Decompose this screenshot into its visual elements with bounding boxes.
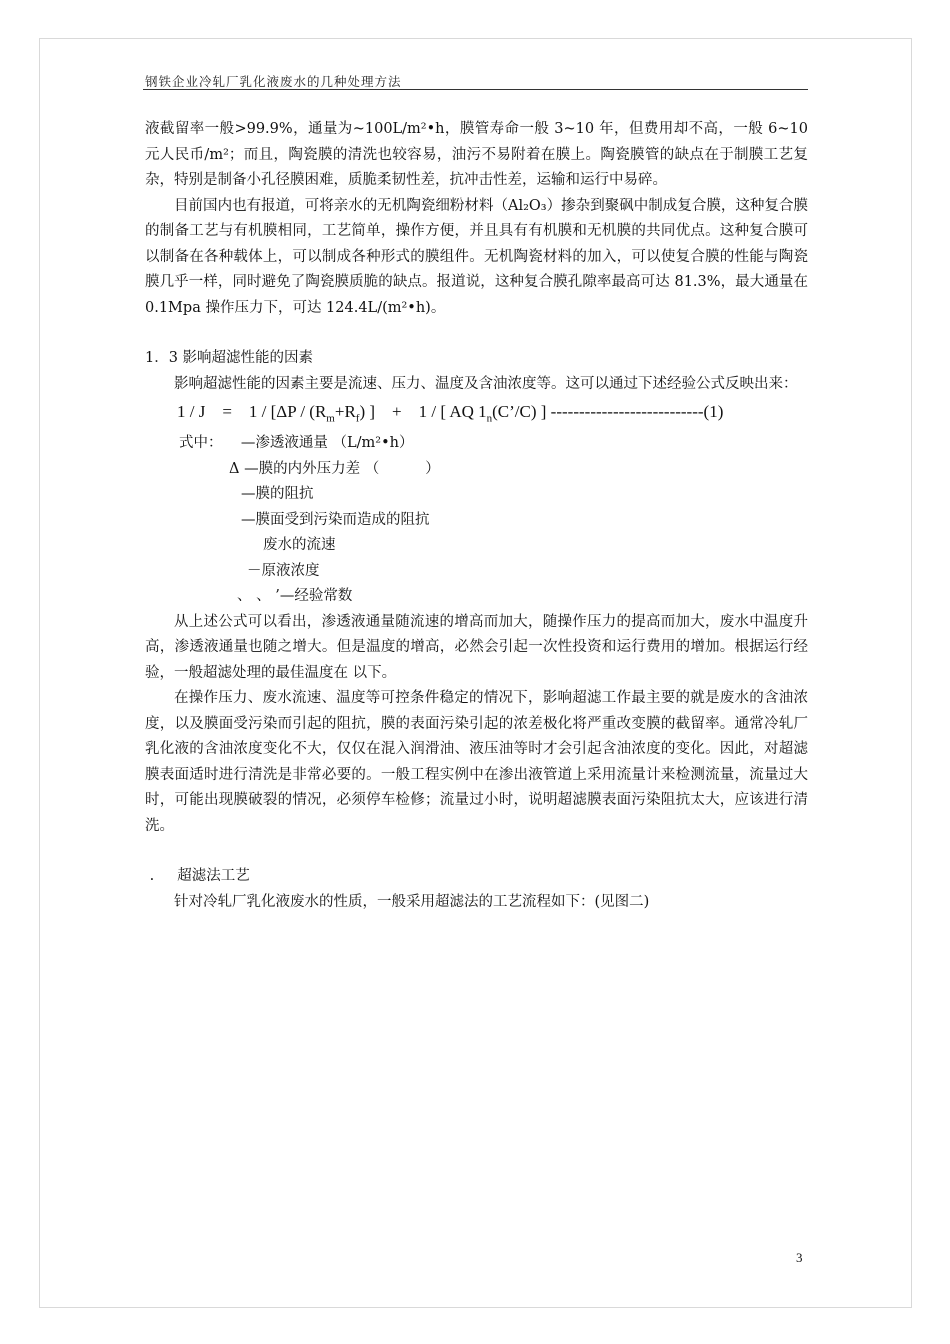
formula-part: 1 / J = 1 / [ΔP / (R [177, 402, 327, 421]
section-heading-ultrafiltration: . 超滤法工艺 [145, 868, 250, 885]
paragraph-composite-membrane: 目前国内也有报道，可将亲水的无机陶瓷细粉材料（Al₂O₃）掺杂到聚砜中制成复合膜，这种复合膜的制备工艺与有机膜相同，工艺简单，操作方便，并且具有有机膜和无机膜的共同优点。这种复合膜可以制备在各种载体上，可以制成各种形式的膜组件。无机陶瓷材料的加入，可以使复合膜的性能与陶瓷膜几乎一样，同时避免了陶瓷膜质脆的缺点。报道说，这种复合膜孔隙率最高可达 81.3%，最大通量在 0.1Mpa 操作压力下，可达 124.4L/(m²•h)。 [145, 197, 808, 316]
definition-line: Δ —膜的内外压力差 （ ） [229, 460, 440, 477]
running-header: 钢铁企业冷轧厂乳化液废水的几种处理方法 [145, 74, 402, 89]
paragraph-oil-concentration: 在操作压力、废水流速、温度等可控条件稳定的情况下，影响超滤工作最主要的就是废水的含油浓度，以及膜面受污染而引起的阻抗，膜的表面污染引起的浓差极化将严重改变膜的截留率。通常冷轧厂乳化液的含油浓度变化不大，仅仅在混入润滑油、液压油等时才会引起含油浓度的变化。因此，对超滤膜表面适时进行清洗是非常必要的。一般工程实例中在渗出液管道上采用流量计来检测流量，流量过大时，可能出现膜破裂的情况，必须停车检修；流量过小时，说明超滤膜表面污染阻抗太大，应该进行清洗。 [145, 690, 808, 834]
paragraph-ceramic-membrane: 液截留率一般>99.9%，通量为~100L/m²•h，膜管寿命一般 3~10 年，但费用却不高，一般 6~10 元人民币/m²；而且，陶瓷膜的清洗也较容易，油污不易附着在膜上。陶瓷膜管的缺点在于制膜工艺复杂，特别是制备小孔径膜困难，质脆柔韧性差，抗冲击性差，运输和运行中易碎。 [145, 121, 808, 188]
formula-part: (C’/C) ] ---------------------------(1) [492, 402, 724, 421]
formula-subscript: f [355, 412, 360, 425]
empirical-formula [177, 399, 808, 431]
formula-subscript: m [326, 412, 335, 425]
formula-subscript: n [486, 412, 493, 425]
formula-part: ) ] + 1 / [ AQ 1 [359, 402, 487, 421]
header-rule [143, 89, 808, 90]
definition-line: －原液浓度 [247, 562, 320, 579]
document-body [145, 117, 808, 915]
formula-part: +R [334, 402, 356, 421]
definition-line: 、 、 ’—经验常数 [237, 588, 353, 605]
paragraph-formula-discussion: 从上述公式可以看出，渗透液通量随流速的增高而加大，随操作压力的提高而加大，废水中温度升高，渗透液通量也随之增大。但是温度的增高，必然会引起一次性投资和运行费用的增加。根据运行经验，一般超滤处理的最佳温度在 以下。 [145, 613, 808, 681]
definition-line: —膜面受到污染而造成的阻抗 [241, 511, 430, 528]
definition-line: —膜的阻抗 [241, 486, 314, 503]
section-heading-1-3: 1．3 影响超滤性能的因素 [145, 350, 314, 366]
definition-line: 废水的流速 [263, 537, 336, 554]
page-number: 3 [796, 1250, 803, 1265]
paragraph-influencing-factors: 影响超滤性能的因素主要是流速、压力、温度及含油浓度等。这可以通过下述经验公式反映出来： [174, 375, 798, 392]
definition-line: 式中： —渗透液通量 （L/m²•h） [179, 435, 414, 452]
paragraph-process-flow: 针对冷轧厂乳化液废水的性质，一般采用超滤法的工艺流程如下：(见图二) [174, 893, 650, 910]
